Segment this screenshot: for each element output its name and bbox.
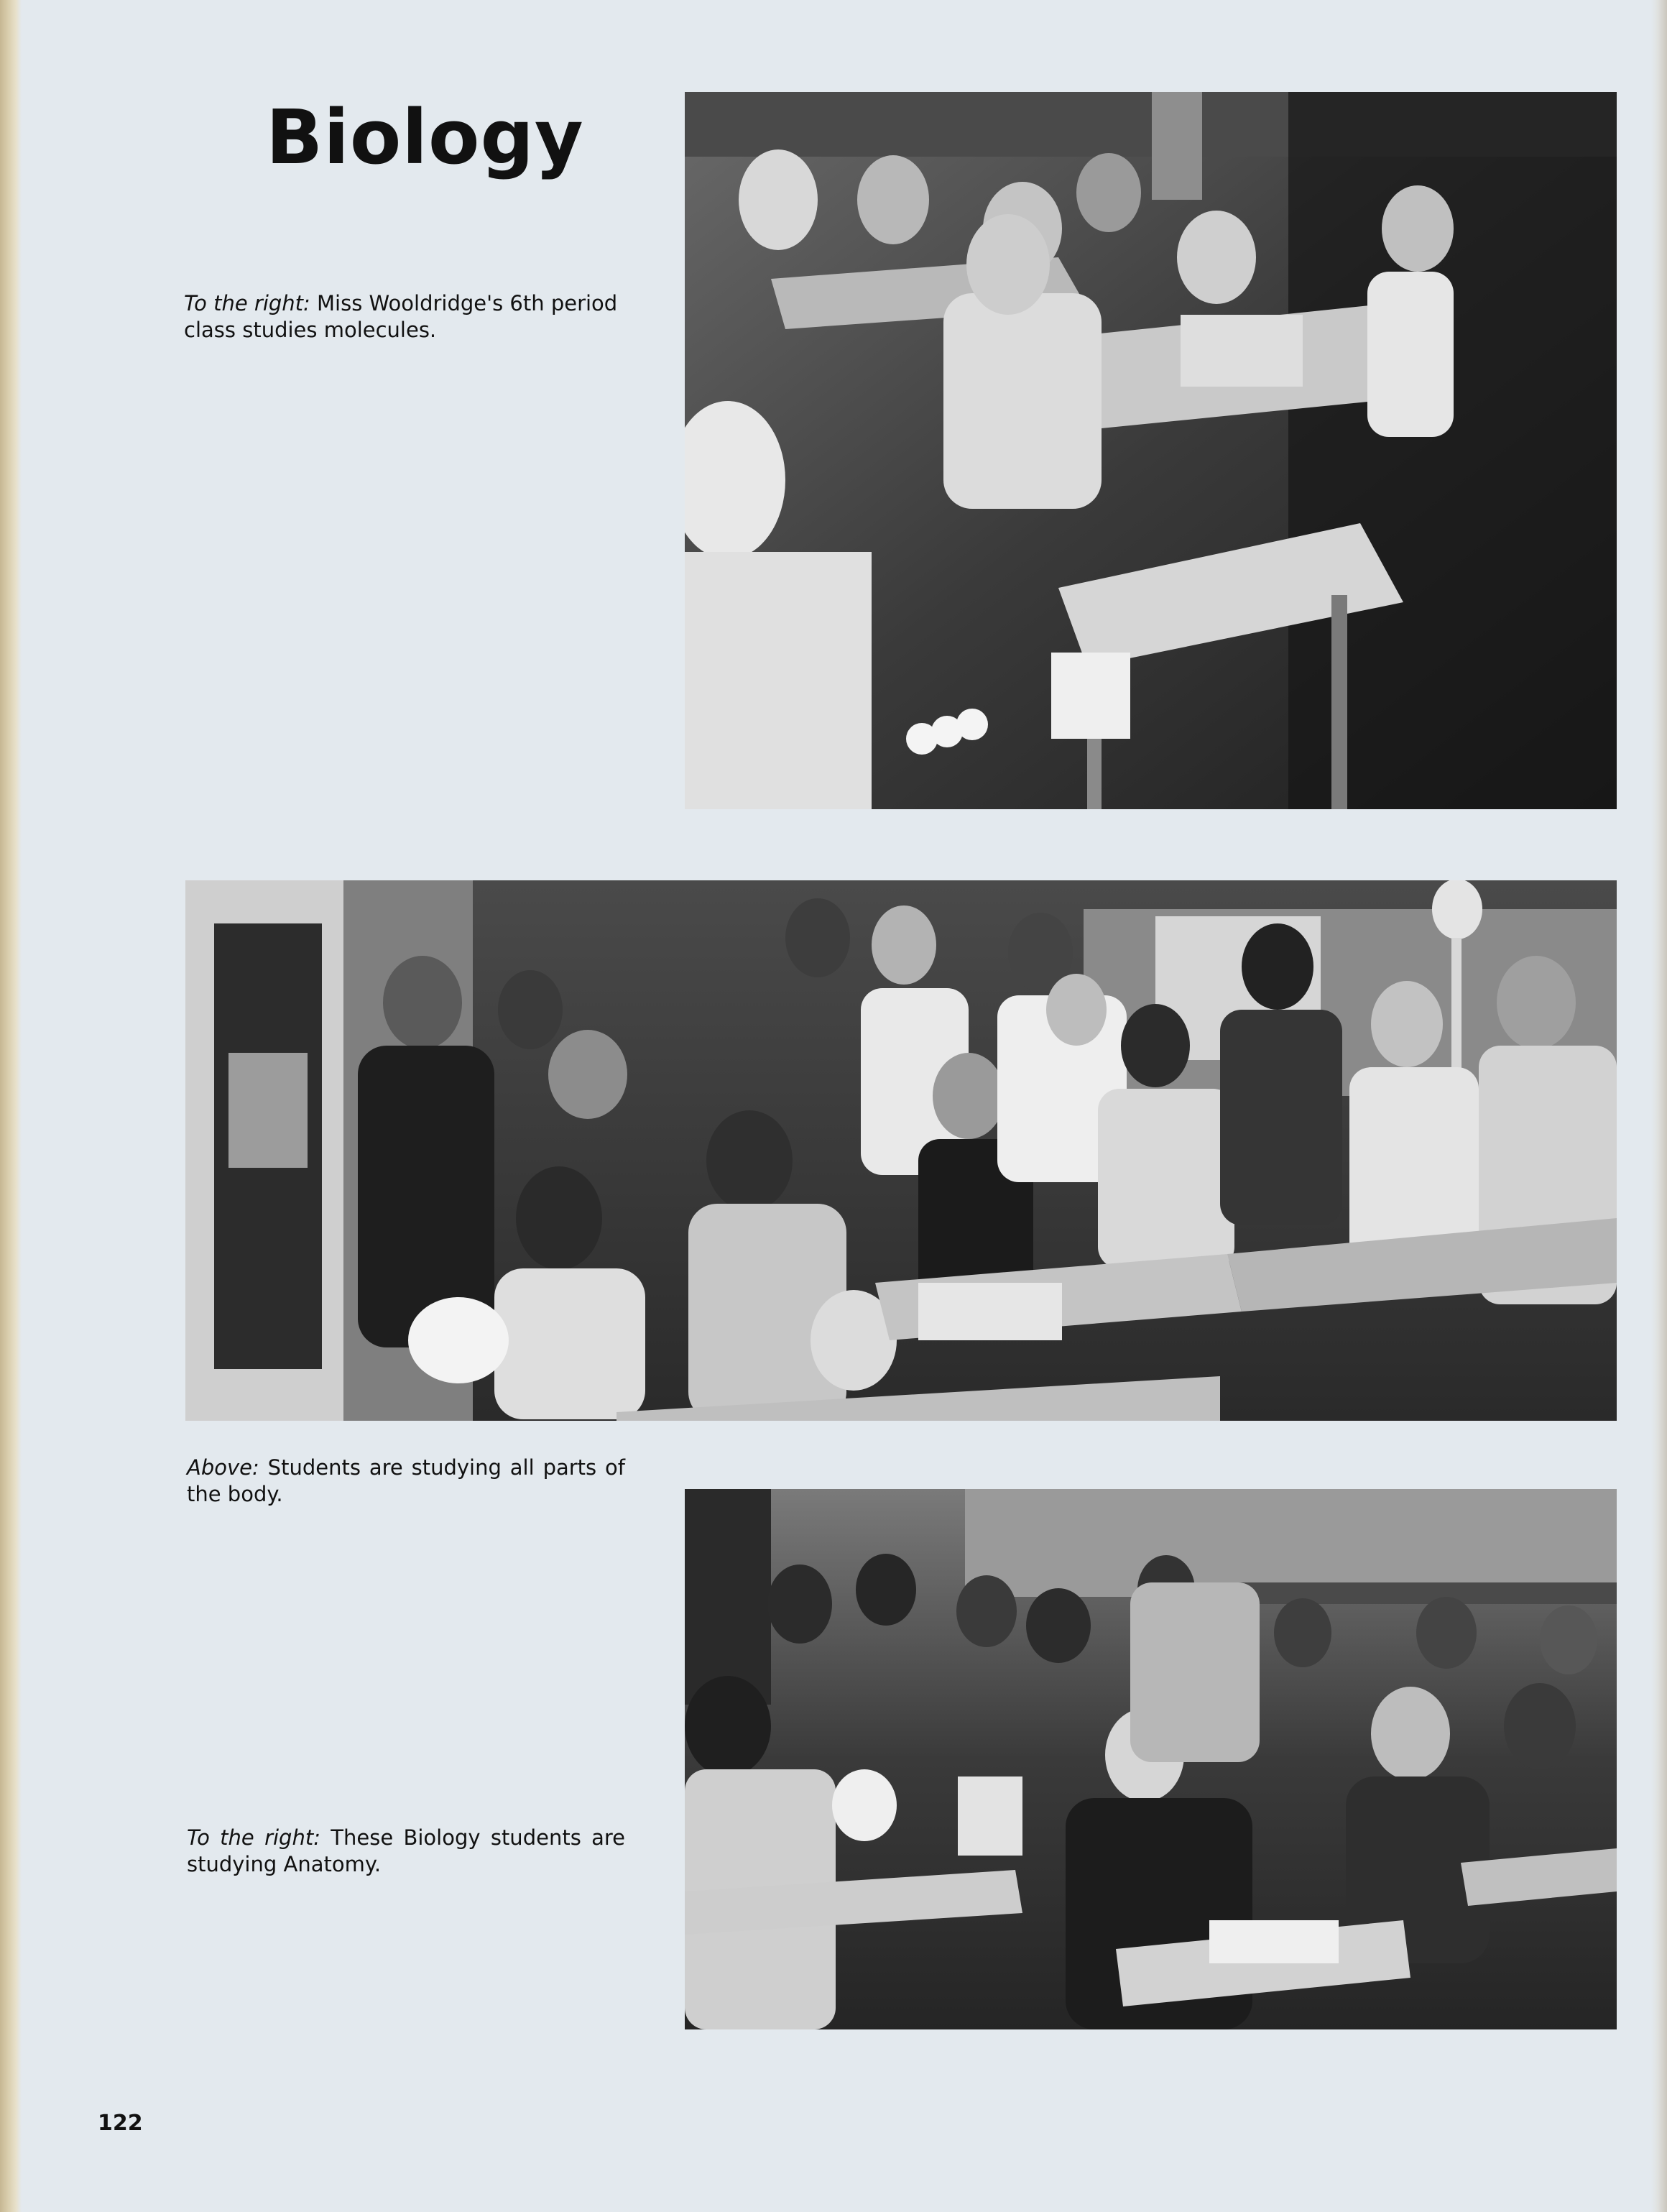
- page-binding-edge: [0, 0, 22, 2212]
- caption-text: Students are studying all parts of the body.: [187, 1455, 625, 1506]
- photo-class-studies-molecules: [685, 92, 1617, 809]
- photo-students-study-body: [185, 880, 1617, 1421]
- caption-text: These Biology students are studying Anatomy.: [187, 1825, 625, 1876]
- caption-lead: To the right:: [187, 1825, 320, 1850]
- page-right-edge: [1651, 0, 1667, 2212]
- caption-text: Miss Wooldridge's 6th period class studies molecules.: [184, 291, 618, 342]
- caption-body: [187, 1455, 625, 1508]
- caption-lead: To the right:: [184, 291, 310, 315]
- caption-anatomy: [187, 1825, 625, 1878]
- page-title: Biology: [266, 93, 584, 181]
- photo-anatomy-students: [685, 1489, 1617, 2029]
- caption-molecules: [184, 290, 622, 344]
- page-number: 122: [98, 2111, 143, 2136]
- caption-lead: Above:: [187, 1455, 259, 1480]
